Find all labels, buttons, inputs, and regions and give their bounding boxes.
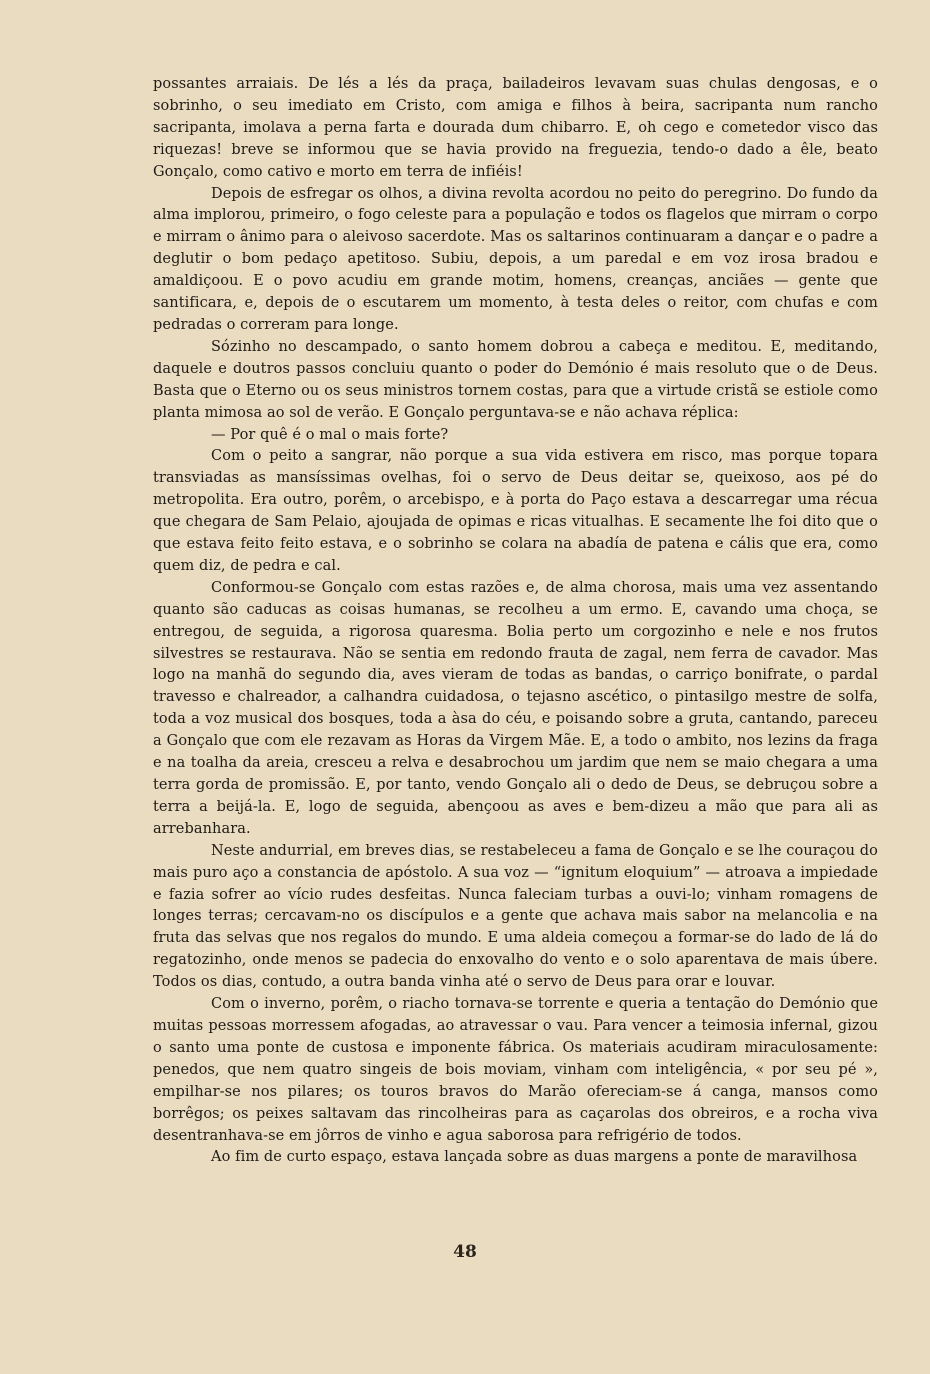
paragraph: Depois de esfregar os olhos, a divina revolta acordou no peito do peregrino. Do fundo da alma implorou, primeiro, o fogo celeste para a população e todos os flagelos que mirram o corpo e mirram o ânimo para o aleivoso sacerdote. Mas os saltarinos continuaram a dançar e o padre a deglutir o bom pedaço apetitoso. Subiu, depois, a um paredal e em voz irosa bradou e amaldiçoou. E o povo acudiu em grande motim, homens, creanças, anciães — gente que santificara, e, depois de o escutarem um momento, à testa deles o reitor, com chufas e com pedradas o correram para longe. (153, 185, 878, 333)
dialogue-line: — Por quê é o mal o mais forte? (211, 426, 449, 443)
paragraph: Com o inverno, porêm, o riacho tornava-se torrente e queria a tentação do Demónio que muitas pessoas morressem afogadas, ao atravessar o vau. Para vencer a teimosia infernal, gizou o santo uma ponte de custosa e imponente fábrica. Os materiais acudiram miraculosamente: penedos, que nem quatro singeis de bois moviam, vinham com inteligência, « por seu pé », empilhar-se nos pilares; os touros bravos do Marão ofereciam-se á canga, mansos como borrêgos; os peixes saltavam das rincolheiras para as caçarolas dos obreiros, e a rocha viva desentranhava-se em jôrros de vinho e agua saborosa para refrigério de todos. (153, 996, 878, 1144)
paragraph: Sózinho no descampado, o santo homem dobrou a cabeça e meditou. E, meditando, daquele e doutros passos concluiu quanto o poder do Demónio é mais resoluto que o de Deus. Basta que o Eterno ou os seus ministros tornem costas, para que a virtude cristã se estiole como planta mimosa ao sol de verão. E Gonçalo perguntava-se e não achava réplica: (153, 338, 878, 421)
body-text (153, 74, 878, 1169)
paragraph: Ao fim de curto espaço, estava lançada sobre as duas margens a ponte de maravilhosa (211, 1149, 858, 1166)
paragraph: Com o peito a sangrar, não porque a sua vida estivera em risco, mas porque topara transviadas as mansíssimas ovelhas, foi o servo de Deus deitar se, queixoso, aos pé do metropolita. Era outro, porêm, o arcebispo, e à porta do Paço estava a descarregar uma récua que chegara de Sam Pelaio, ajoujada de opimas e ricas vitualhas. E secamente lhe foi dito que o que estava feito feito estava, e o sobrinho se colara na abadía de patena e cális que era, como quem diz, de pedra e cal. (153, 448, 878, 574)
page-number: 48 (453, 1242, 477, 1262)
paragraph: possantes arraiais. De lés a lés da praça, bailadeiros levavam suas chulas dengosas, e o sobrinho, o seu imediato em Cristo, com amiga e filhos à beira, sacripanta num rancho sacripanta, imolava a perna farta e dourada dum chibarro. E, oh cego e cometedor visco das riquezas! breve se informou que se havia provido na freguezia, tendo-o dado a êle, beato Gonçalo, como cativo e morto em terra de infiéis! (153, 76, 878, 180)
paragraph: Conformou-se Gonçalo com estas razões e, de alma chorosa, mais uma vez assentando quanto são caducas as coisas humanas, se recolheu a um ermo. E, cavando uma choça, se entregou, de seguida, a rigorosa quaresma. Bolia perto um corgozinho e nele e nos frutos silvestres se restaurava. Não se sentia em redondo frauta de zagal, nem ferra de cavador. Mas logo na manhã do segundo dia, aves vieram de todas as bandas, o carriço bonifrate, o pardal travesso e chalreador, a calhandra cuidadosa, o tejasno ascético, o pintasilgo mestre de solfa, toda a voz musical dos bosques, toda a àsa do céu, e poisando sobre a gruta, cantando, pareceu a Gonçalo que com ele rezavam as Horas da Virgem Mãe. E, a todo o ambito, nos lezins da fraga e na toalha da areia, cresceu a relva e desabrochou um jardim que nem se maio chegara a uma terra gorda de promissão. E, por tanto, vendo Gonçalo ali o dedo de Deus, se debruçou sobre a terra a beijá-la. E, logo de seguida, abençoou as aves e bem-dizeu a mão que para ali as arrebanhara. (153, 579, 878, 837)
paragraph: Neste andurrial, em breves dias, se restabeleceu a fama de Gonçalo e se lhe couraçou do mais puro aço a constancia de apóstolo. A sua voz — “ignitum eloquium” — atroava a impiedade e fazia sofrer ao vício rudes desfeitas. Nunca faleciam turbas a ouvi-lo; vinham romagens de longes terras; cercavam-no os discípulos e a gente que achava mais sabor na melancolia e na fruta das selvas que nos regalos do mundo. E uma aldeia começou a formar-se do lado de lá do regatozinho, onde menos se padecia do enxovalho do vento e o solo aparentava de mais úbere. Todos os dias, contudo, a outra banda vinha até o servo de Deus para orar e louvar. (153, 842, 878, 991)
